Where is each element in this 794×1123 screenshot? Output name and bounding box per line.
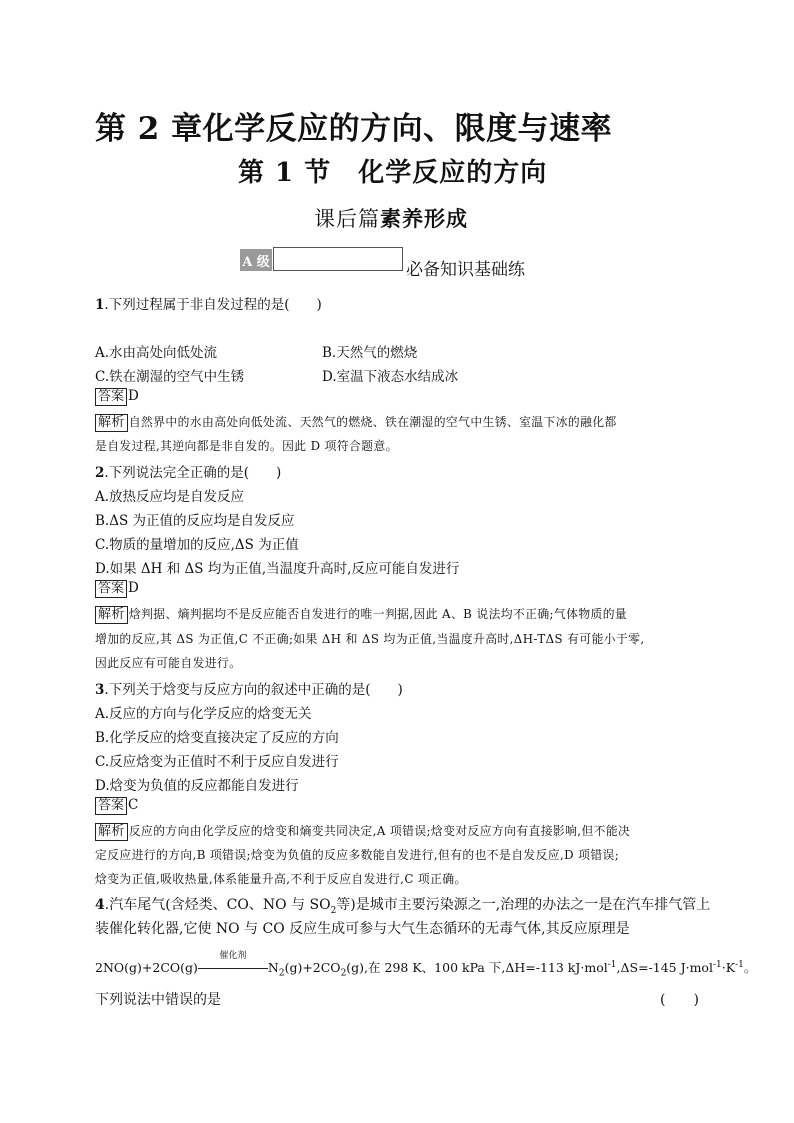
- question-1-option-a: A.水由高处向低处流: [95, 345, 218, 361]
- subscript: 2: [330, 905, 337, 916]
- explain-tag: 解析: [95, 414, 128, 432]
- explain-tag: 解析: [95, 606, 128, 624]
- answer-tag: 答案: [95, 388, 127, 406]
- equation-kelvin: ·K: [721, 960, 736, 975]
- answer-tag: 答案: [95, 797, 127, 815]
- question-3-explain-line-3: 焓变为正值,吸收热量,体系能量升高,不利于反应自发进行,C 项正确。: [95, 872, 467, 886]
- subtitle-part-a: 课后篇: [314, 207, 380, 231]
- question-3-option-b: B.化学反应的焓变直接决定了反应的方向: [95, 730, 339, 746]
- question-2-explain-line-1: [95, 605, 627, 624]
- question-3-explain-line-1: [95, 822, 630, 841]
- question-4-number: 4: [95, 897, 105, 913]
- catalyst-arrow: [198, 951, 268, 975]
- superscript: -1: [735, 959, 744, 970]
- question-1-explain-line-2: 是自发过程,其逆向都是非自发的。因此 D 项符合题意。: [95, 439, 398, 453]
- question-2-answer: [95, 580, 139, 598]
- question-2-stem: [95, 461, 281, 481]
- question-2-explain-line-3: 因此反应有可能自发进行。: [95, 656, 242, 670]
- question-4-blank: ( ): [660, 992, 699, 1008]
- superscript: -1: [712, 959, 722, 970]
- question-2-explain-line-2: 增加的反应,其 ΔS 为正值,C 不正确;如果 ΔH 和 ΔS 均为正值,当温度升高时,ΔH-TΔS 有可能小于零,: [95, 632, 645, 646]
- explain-text: 反应的方向由化学反应的焓变和熵变共同决定,A 项错误;焓变对反应方向有直接影响,但不能决: [128, 824, 631, 838]
- question-3-option-d: D.焓变为负值的反应都能自发进行: [95, 778, 299, 794]
- explain-text: 焓判据、熵判据均不是反应能否自发进行的唯一判据,因此 A、B 说法均不正确;气体物质的量: [128, 607, 628, 621]
- question-4-stem-line-1: [95, 894, 710, 916]
- question-1-answer: [95, 388, 139, 406]
- question-4-equation: [95, 951, 757, 979]
- level-box: [273, 247, 403, 271]
- question-3-number: 3: [95, 682, 105, 698]
- question-1-stem: [95, 293, 322, 313]
- question-1-text: .下列过程属于非自发过程的是( ): [104, 297, 322, 313]
- answer-value: C: [128, 797, 139, 813]
- equation-reactants: 2NO(g)+2CO(g): [95, 960, 198, 975]
- subtitle-part-b: 素养形成: [380, 206, 468, 231]
- question-3-answer: [95, 797, 138, 815]
- question-1-option-b: B.天然气的燃烧: [322, 345, 418, 361]
- explain-text: 自然界中的水由高处向低处流、天然气的燃烧、铁在潮湿的空气中生锈、室温下冰的融化都: [128, 415, 617, 429]
- question-3-stem: [95, 678, 403, 698]
- question-3-explain-line-2: 定反应进行的方向,B 项错误;焓变为负值的反应多数能自发进行,但有的也不是自发反应,D 项错误;: [95, 848, 620, 862]
- answer-value: D: [128, 388, 139, 404]
- equation-product-n: N: [267, 960, 279, 975]
- level-badge: A 级: [240, 249, 272, 271]
- subtitle: [314, 203, 468, 233]
- question-2-option-a: A.放热反应均是自发反应: [95, 489, 245, 505]
- catalyst-label: 催化剂: [219, 951, 247, 961]
- question-4-stem-line-2: 装催化转化器,它使 NO 与 CO 反应生成可参与大气生态循环的无毒气体,其反应原理是: [95, 921, 630, 937]
- question-4-text: .汽车尾气(含烃类、CO、NO 与 SO: [104, 897, 331, 913]
- answer-tag: 答案: [95, 580, 127, 598]
- subscript: 2: [278, 968, 285, 979]
- chapter-title: 第 2 章化学反应的方向、限度与速率: [95, 111, 613, 147]
- question-2-option-c: C.物质的量增加的反应,ΔS 为正值: [95, 537, 299, 553]
- subscript: 2: [340, 968, 347, 979]
- question-2-option-b: B.ΔS 为正值的反应均是自发反应: [95, 513, 295, 529]
- superscript: -1: [607, 959, 617, 970]
- question-2-text: .下列说法完全正确的是( ): [104, 465, 282, 481]
- question-4-stem-line-3: 下列说法中错误的是: [95, 992, 221, 1008]
- question-3-option-c: C.反应焓变为正值时不利于反应自发进行: [95, 754, 339, 770]
- answer-value: D: [128, 580, 139, 596]
- equation-end: 。: [743, 960, 757, 975]
- question-1-option-d: D.室温下液态水结成冰: [322, 369, 459, 385]
- level-label: 必备知识基础练: [406, 260, 525, 280]
- question-1-option-c: C.铁在潮湿的空气中生锈: [95, 369, 245, 385]
- question-4-text-cont: 等)是城市主要污染源之一,治理的办法之一是在汽车排气管上: [336, 897, 711, 913]
- equation-product-co: (g)+2CO: [284, 960, 341, 975]
- explain-tag: 解析: [95, 823, 128, 841]
- question-1-number: 1: [95, 297, 105, 313]
- question-3-text: .下列关于焓变与反应方向的叙述中正确的是( ): [104, 682, 403, 698]
- question-2-option-d: D.如果 ΔH 和 ΔS 均为正值,当温度升高时,反应可能自发进行: [95, 561, 460, 577]
- question-2-number: 2: [95, 465, 105, 481]
- equation-conditions: (g),在 298 K、100 kPa 下,ΔH=-113 kJ·mol: [346, 960, 608, 975]
- question-1-explain-line-1: [95, 413, 617, 432]
- equation-entropy: ,ΔS=-145 J·mol: [616, 960, 713, 975]
- section-title: 第 1 节 化学反应的方向: [238, 158, 548, 188]
- question-3-option-a: A.反应的方向与化学反应的焓变无关: [95, 706, 312, 722]
